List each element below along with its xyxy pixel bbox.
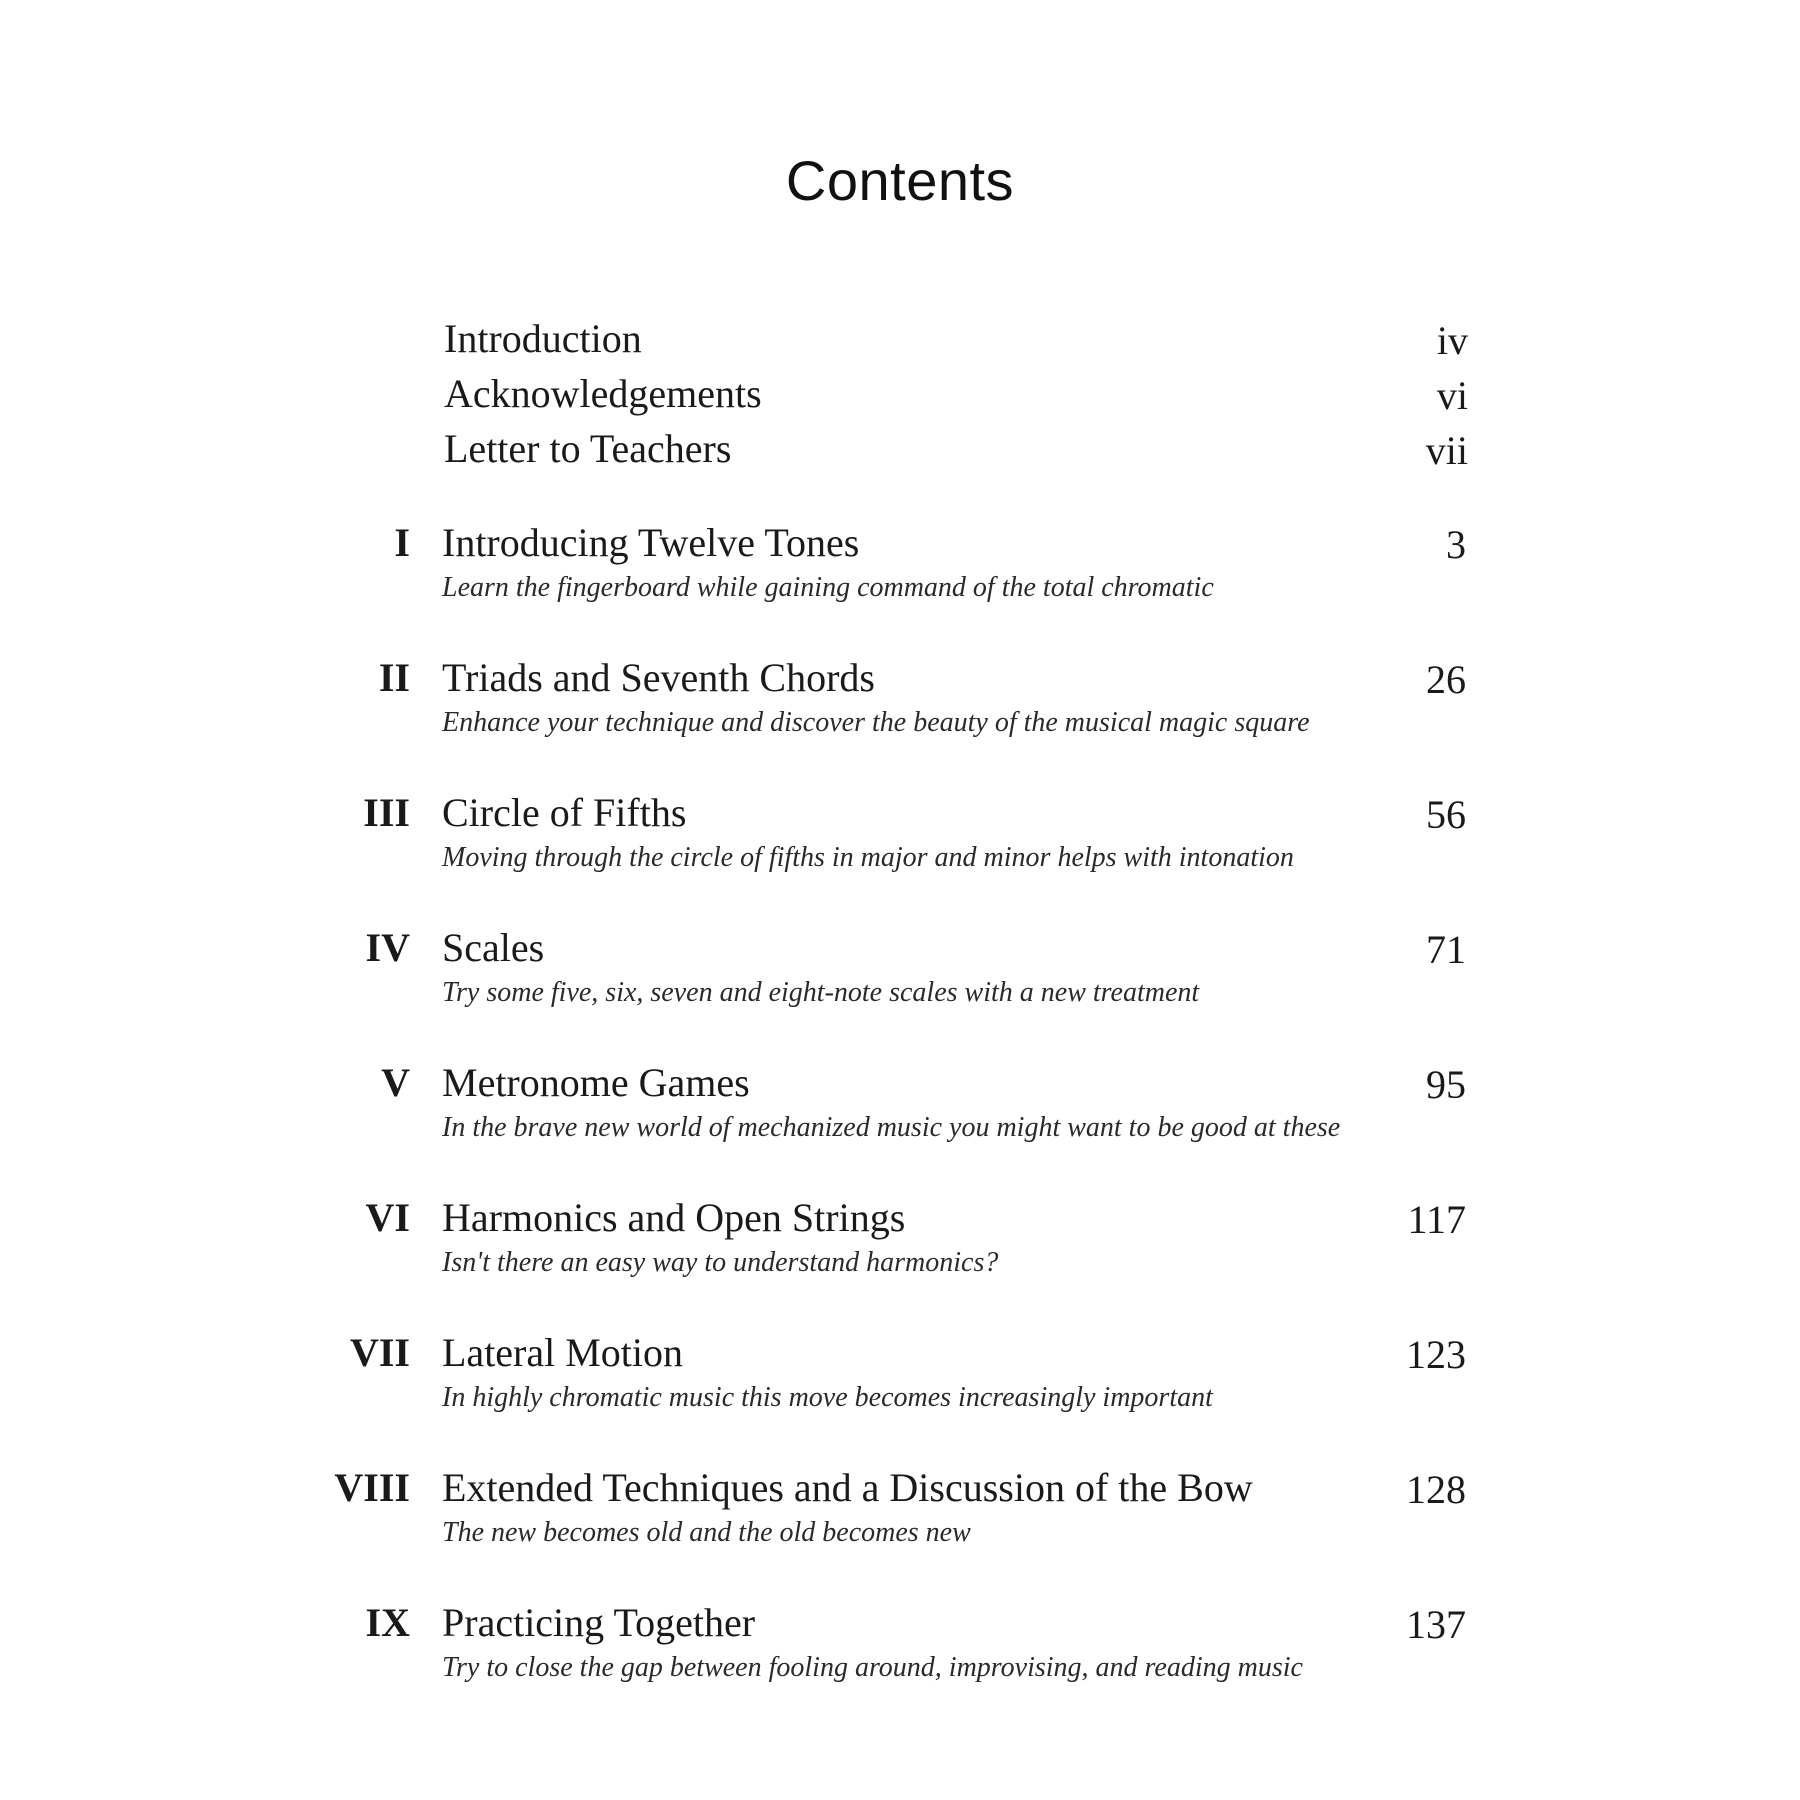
chapter-subtitle: The new becomes old and the old becomes new (442, 1517, 971, 1548)
chapter-title: Introducing Twelve Tones (442, 520, 860, 565)
chapter-page: 137 (1406, 1602, 1466, 1647)
toc-chapter-entry[interactable] (0, 1193, 1800, 1303)
toc-chapter-entry[interactable] (0, 1598, 1800, 1708)
chapter-subtitle: Isn't there an easy way to understand harmonics? (442, 1247, 999, 1278)
chapter-subtitle: In highly chromatic music this move becomes increasingly important (442, 1382, 1213, 1413)
toc-chapter-entry[interactable] (0, 1058, 1800, 1168)
chapter-page: 26 (1426, 657, 1466, 702)
chapter-numeral: II (378, 655, 410, 700)
chapter-subtitle: Enhance your technique and discover the beauty of the musical magic square (442, 707, 1310, 738)
toc-front-entry[interactable] (0, 314, 1800, 364)
toc-chapter-entry[interactable] (0, 518, 1800, 628)
chapter-numeral: I (394, 520, 410, 565)
chapter-title: Scales (442, 925, 545, 970)
toc-front-entry[interactable] (0, 369, 1800, 419)
front-entry-label: Letter to Teachers (444, 426, 732, 471)
chapter-page: 56 (1426, 792, 1466, 837)
chapter-subtitle: In the brave new world of mechanized music you might want to be good at these (442, 1112, 1341, 1143)
chapter-subtitle: Try some five, six, seven and eight-note scales with a new treatment (442, 977, 1200, 1008)
front-entry-label: Acknowledgements (444, 371, 762, 416)
chapter-title: Extended Techniques and a Discussion of the Bow (442, 1465, 1253, 1510)
chapter-title: Harmonics and Open Strings (442, 1195, 906, 1240)
chapter-numeral: III (363, 790, 410, 835)
toc-chapter-entry[interactable] (0, 1463, 1800, 1573)
toc-chapter-entry[interactable] (0, 653, 1800, 763)
chapter-page: 123 (1406, 1332, 1466, 1377)
toc-chapter-entry[interactable] (0, 788, 1800, 898)
front-entry-page: iv (1436, 318, 1468, 363)
chapter-title: Practicing Together (442, 1600, 756, 1645)
chapter-title: Circle of Fifths (442, 790, 687, 835)
chapter-title: Metronome Games (442, 1060, 750, 1105)
chapter-numeral: VII (349, 1330, 410, 1375)
toc-chapter-entry[interactable] (0, 1328, 1800, 1438)
toc-front-entry[interactable] (0, 424, 1800, 474)
chapter-numeral: VI (365, 1195, 410, 1240)
chapter-page: 128 (1406, 1467, 1466, 1512)
page-title: Contents (785, 149, 1015, 212)
front-entry-page: vii (1425, 428, 1468, 473)
chapter-subtitle: Try to close the gap between fooling around, improvising, and reading music (442, 1652, 1303, 1683)
chapter-page: 95 (1426, 1062, 1466, 1107)
chapter-page: 3 (1446, 522, 1466, 567)
front-entry-label: Introduction (444, 316, 642, 361)
chapter-numeral: VIII (334, 1465, 410, 1510)
front-entry-page: vi (1436, 373, 1468, 418)
chapter-subtitle: Learn the fingerboard while gaining command of the total chromatic (442, 572, 1214, 603)
toc-chapter-entry[interactable] (0, 923, 1800, 1033)
chapter-title: Triads and Seventh Chords (442, 655, 875, 700)
chapter-page: 117 (1407, 1197, 1466, 1242)
chapter-page: 71 (1426, 927, 1466, 972)
chapter-subtitle: Moving through the circle of fifths in major and minor helps with intonation (442, 842, 1294, 873)
chapter-numeral: V (381, 1060, 410, 1105)
chapter-numeral: IX (365, 1600, 410, 1645)
chapter-title: Lateral Motion (442, 1330, 684, 1375)
chapter-numeral: IV (365, 925, 410, 970)
